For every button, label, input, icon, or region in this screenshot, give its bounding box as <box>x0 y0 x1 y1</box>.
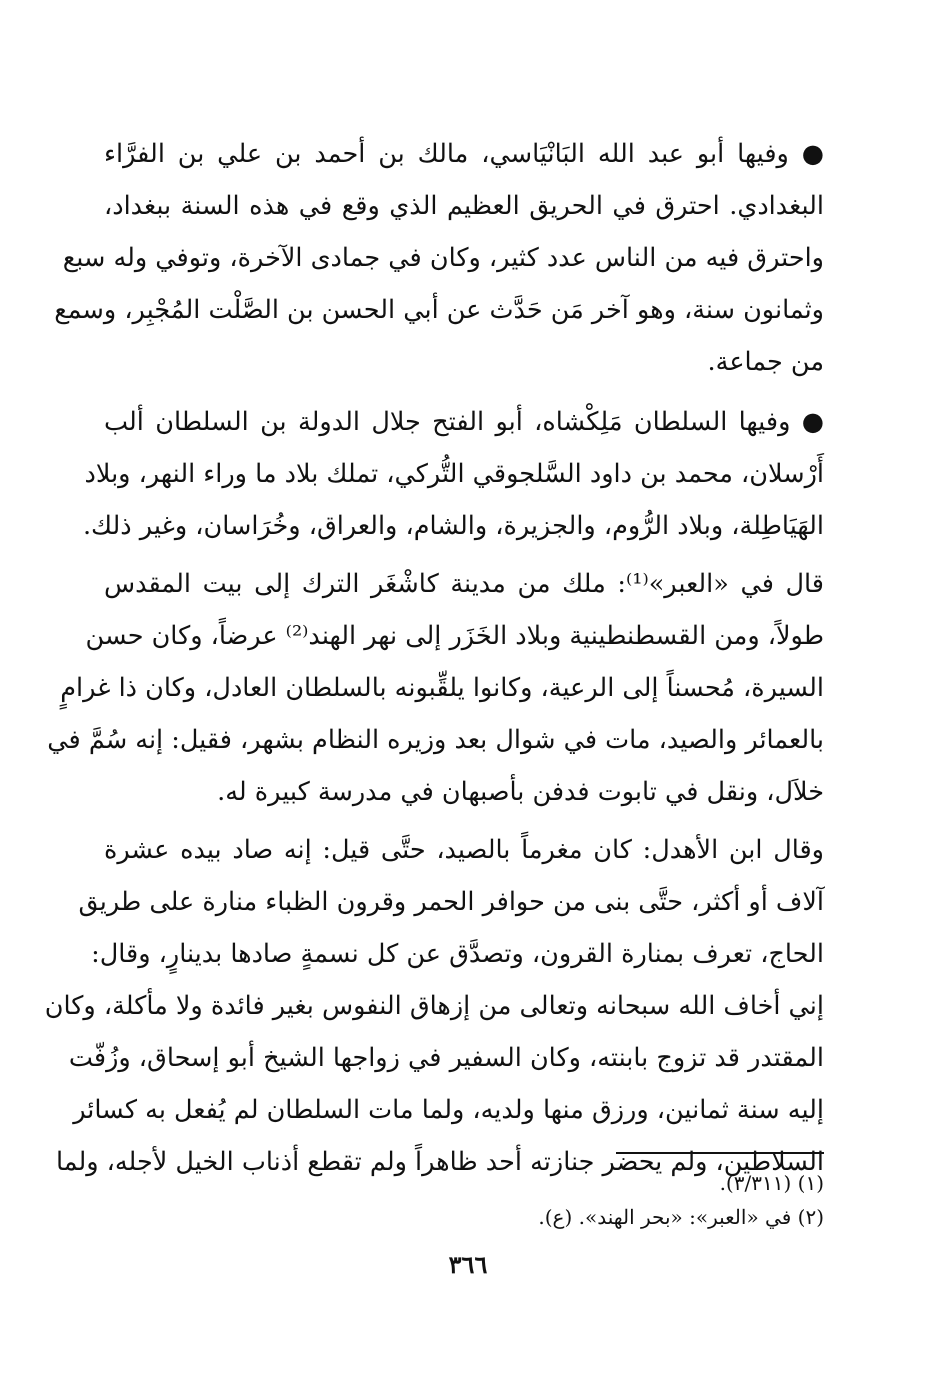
text-line: من جماعة. <box>707 347 824 377</box>
text-line: الهَيَاطِلة، وبلاد الرُّوم، والجزيرة، والشام، والعراق، وخُرَاسان، وغير ذلك. <box>82 511 824 541</box>
paragraph-al-ibar-quote <box>47 558 824 818</box>
text-line: المقتدر قد تزوج بابنته، وكان السفير في زواجها الشيخ أبو إسحاق، وزُفّت <box>68 1043 824 1073</box>
text-line: بالعمائر والصيد، مات في شوال بعد وزيره النظام بشهر، فقيل: إنه سُمَّ في <box>47 725 824 755</box>
text-line: قال في «العبر»⁽¹⁾: ملك من مدينة كاشْغَر الترك إلى بيت المقدس <box>104 569 824 599</box>
footnote-2: (٢) في «العبر»: «بحر الهند». (ع). <box>538 1205 824 1229</box>
text-line: آلاف أو أكثر، حتَّى بنى من حوافر الحمر وقرون الظباء منارة على طريق <box>78 887 824 917</box>
paragraph-malikshah <box>82 396 824 552</box>
text-line: الحاج، تعرف بمنارة القرون، وتصدَّق عن كل نسمةٍ صادها بدينارٍ، وقال: <box>91 939 824 969</box>
text-line: طولاً، ومن القسطنطينية وبلاد الخَزَر إلى نهر الهند⁽²⁾ عرضاً، وكان حسن <box>85 621 824 651</box>
text-line: ● وفيها أبو عبد الله البَانْيَاسي، مالك بن أحمد بن علي بن الفرَّاء <box>104 139 824 169</box>
text-line: إني أخاف الله سبحانه وتعالى من إزهاق النفوس بغير فائدة ولا مأكلة، وكان <box>44 991 824 1021</box>
paragraph-malik-bin-ahmad <box>54 128 824 388</box>
footnotes <box>104 1166 824 1234</box>
text-line: وثمانون سنة، وهو آخر مَن حَدَّث عن أبي الحسن بن الصَّلْت المُجْبِر، وسمع <box>54 295 824 325</box>
page-number: ٣٦٦ <box>448 1250 488 1279</box>
text-line: السيرة، مُحسناً إلى الرعية، وكانوا يلقِّبونه بالسلطان العادل، وكان ذا غرامٍ <box>60 673 824 703</box>
text-line: البغدادي. احترق في الحريق العظيم الذي وقع في هذه السنة ببغداد، <box>104 191 824 221</box>
text-line: ● وفيها السلطان مَلِكْشاه، أبو الفتح جلال الدولة بن السلطان ألب <box>104 407 824 437</box>
text-line: خلاَل، ونقل في تابوت فدفن بأصبهان في مدرسة كبيرة له. <box>217 777 824 807</box>
footnote-separator <box>616 1152 824 1154</box>
text-line: إليه سنة ثمانين، ورزق منها ولديه، ولما مات السلطان لم يُفعل به كسائر <box>73 1095 824 1125</box>
text-line: أَرْسلان، محمد بن داود السَّلجوقي التُّركي، تملك بلاد ما وراء النهر، وبلاد <box>84 459 824 489</box>
text-line: واحترق فيه من الناس عدد كثير، وكان في جمادى الآخرة، وتوفي وله سبع <box>62 243 824 273</box>
paragraph-ibn-al-ahdal <box>44 824 824 1188</box>
footnote-1: (١) (٣/٣١١). <box>719 1171 824 1195</box>
main-text <box>44 128 824 1188</box>
text-line: السلاطين، ولم يحضر جنازته أحد ظاهراً ولم تقطع أذناب الخيل لأجله، ولما <box>55 1147 824 1177</box>
text-line: وقال ابن الأهدل: كان مغرماً بالصيد، حتَّى قيل: إنه صاد بيده عشرة <box>104 835 824 865</box>
